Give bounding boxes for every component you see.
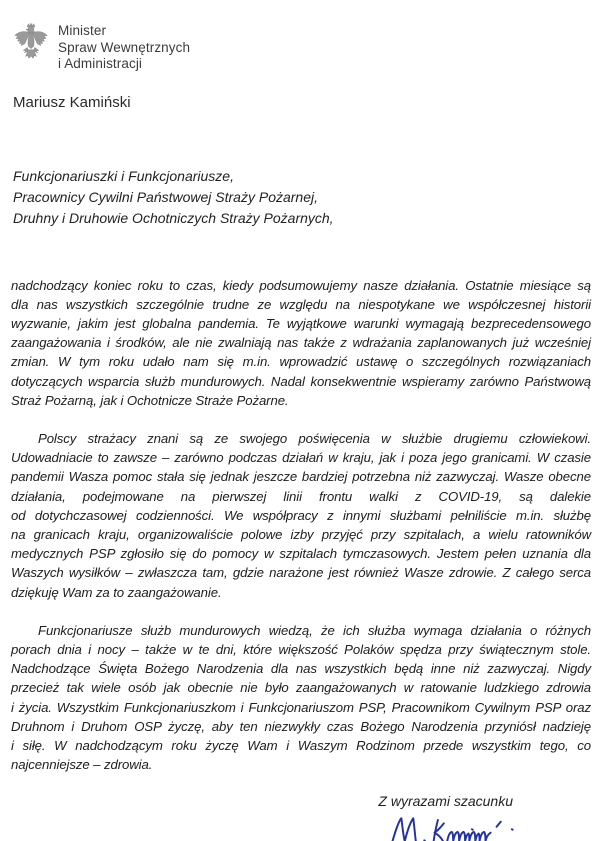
paragraph-line: Straż Pożarną, jak i Ochotnicze Straże Pożarne. [11, 392, 289, 408]
paragraph-line: Waszych wysiłków – zwłaszcza tam, gdzie narażone jest również Wasze zdrowie. Z całego serca [11, 565, 591, 581]
paragraph-line: dla nas wszystkich szczególnie trudne ze względu na niespotykane we współczesnej historii [11, 296, 591, 312]
paragraph-line: wyzwanie, jakim jest globalna pandemia. Te wyjątkowe warunki wymagają bezprecedensowego [11, 315, 591, 331]
paragraph [11, 621, 591, 775]
letter-body [11, 276, 591, 775]
paragraph-line: przecież tak wiele osób jak obecnie nie było zaangażowanych w ratowanie ludzkiego zdrowia [11, 680, 591, 696]
ministry-title-line: i Administracji [58, 56, 143, 71]
salutation-line: Pracownicy Cywilni Państwowej Straży Pożarnej, [13, 188, 318, 205]
letterhead [13, 20, 591, 73]
minister-name: Mariusz Kamiński [13, 93, 131, 111]
paragraph-line: zaangażowania i środków, ale nie zwalniają nas także z wdrażania zaplanowanych już wcześniej [11, 335, 591, 351]
paragraph-line: i siłę. W nadchodzącym roku życzę Wam i Waszym Rodzinom przede wszystkim tego, co [11, 737, 591, 753]
ministry-title-line: Minister [58, 23, 107, 38]
paragraph-line: medycznych PSP zgłosiło się do pomocy w szpitalach tymczasowych. Jestem pełen uznania dla [11, 546, 591, 562]
paragraph-line: dotyczących wsparcia służb mundurowych. Nadal konsekwentnie wspieramy zarówno Państwową [11, 373, 591, 389]
paragraph-line: na granicach kraju, organizowaliście polowe izby przyjęć przy szpitalach, a wielu ratowników [11, 526, 591, 542]
paragraph-line: Nadchodzące Święta Bożego Narodzenia dla nas wszystkich będą inne niż zazwyczaj. Nigdy [11, 661, 591, 677]
paragraph [11, 429, 591, 602]
paragraph-line: Polscy strażacy znani są ze swojego poświęcenia w służbie drugiemu człowiekowi. [38, 430, 591, 446]
salutation-line: Funkcjonariuszki i Funkcjonariusze, [13, 167, 234, 184]
paragraph [11, 276, 591, 410]
paragraph-line: porach dnia i nocy – także w te dni, które większość Polaków spędza przy świątecznym stole. [11, 641, 591, 657]
paragraph-line: Druhnom i Druhom OSP życzę, aby ten niezwykły czas Bożego Narodzenia przyniósł nadzieję [11, 718, 591, 734]
ministry-title-line: Spraw Wewnętrznych [58, 39, 191, 55]
salutation [13, 166, 591, 229]
paragraph-line: od dotychczasowej codzienności. We współpracy z innymi służbami pełniliście m.in. służbę [11, 507, 591, 523]
paragraph-line: i życia. Wszystkim Funkcjonariuszkom i Funkcjonariuszom PSP, Pracownikom Cywilnym PSP oraz [11, 699, 591, 715]
paragraph-line: najcenniejsze – zdrowia. [11, 757, 153, 773]
paragraph-line: dziękuję Wam za to zaangażowanie. [11, 584, 222, 600]
paragraph-line: pandemii Wasza pomoc stała się jednak jeszcze bardziej potrzebna niż zazwyczaj. Wasze obecne [11, 469, 591, 485]
paragraph-line: działania, podejmowane na pierwszej linii frontu walki z COVID-19, są dalekie [11, 488, 591, 504]
signature-image [379, 814, 541, 841]
paragraph-line: zmian. W tym roku udało nam się m.in. wprowadzić ustawę o szczególnych rozwiązaniach [11, 354, 591, 370]
ministry-title [58, 20, 190, 73]
closing-line: Z wyrazami szacunku [378, 793, 513, 810]
polish-eagle-emblem-icon [13, 20, 49, 69]
salutation-line: Druhny i Druhowie Ochotniczych Straży Pożarnych, [13, 209, 334, 226]
paragraph-line: Funkcjonariusze służb mundurowych wiedzą, że ich służba wymaga działania o różnych [38, 622, 591, 638]
paragraph-line: nadchodzący koniec roku to czas, kiedy podsumowujemy nasze działania. Ostatnie miesiące są [11, 277, 591, 293]
paragraph-line: Udowadniacie to zawsze – zarówno podczas działań w kraju, jak i poza jego granicami. W czasie [11, 450, 591, 466]
